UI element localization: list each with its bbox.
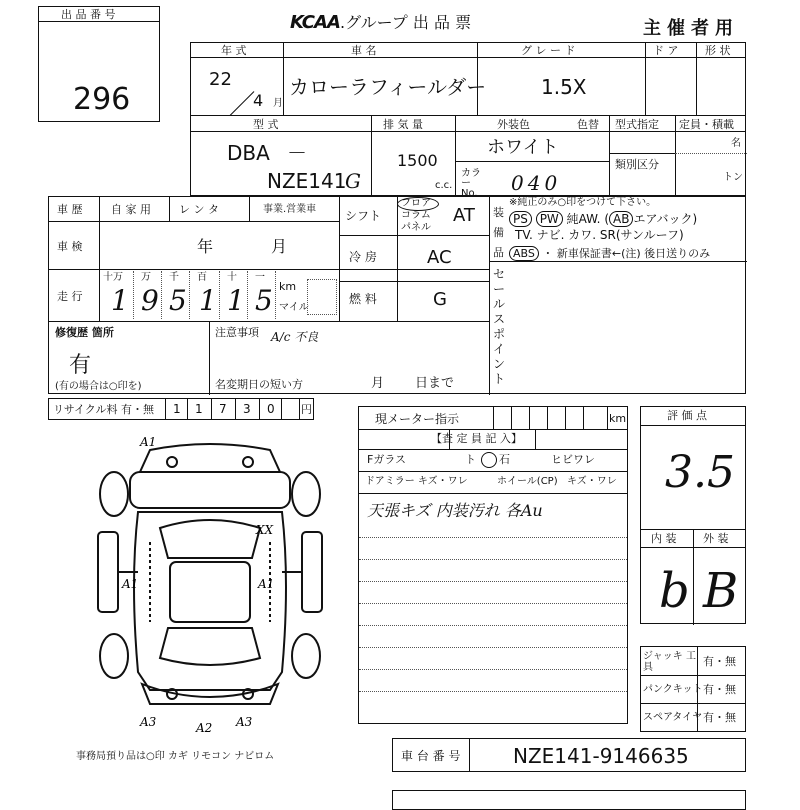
recycle-digit-1: 1 bbox=[173, 402, 181, 416]
shift-value: AT bbox=[453, 205, 475, 226]
name-change-month: 月 bbox=[371, 376, 385, 391]
cc-unit: c.c. bbox=[435, 180, 453, 191]
mileage-unit-1: 一 bbox=[255, 272, 265, 283]
pw-option: PW bbox=[536, 211, 563, 227]
model-suffix: G bbox=[345, 169, 361, 193]
ton-unit: トン bbox=[723, 172, 743, 183]
color-number: 040 bbox=[511, 171, 562, 195]
seats-unit: 名 bbox=[731, 138, 741, 149]
model-label: 型 式 bbox=[253, 118, 279, 131]
mileage-digit-2: 9 bbox=[141, 284, 159, 317]
month-unit: 月 bbox=[273, 98, 283, 109]
model-month: 4 bbox=[253, 91, 264, 110]
office-note: 事務局預り品は○印 カギ リモコン ナビロム bbox=[76, 751, 275, 762]
wheel-label: ホイール(CP) bbox=[497, 476, 558, 487]
overall-score: 3.5 bbox=[665, 447, 735, 498]
inspection-month: 月 bbox=[271, 237, 288, 256]
door-label: ド ア bbox=[653, 44, 679, 57]
recycle-digit-5: 0 bbox=[267, 402, 275, 416]
grade-panel bbox=[640, 406, 746, 624]
mileage-label: 走 行 bbox=[57, 290, 83, 303]
exterior-color: ホワイト bbox=[487, 137, 559, 158]
fuel-label: 燃 料 bbox=[349, 292, 377, 306]
damage-mark-front: A1 bbox=[140, 435, 157, 449]
mileage-unit-100: 百 bbox=[197, 272, 207, 283]
inspection-label: 車 検 bbox=[57, 240, 83, 253]
jack-label: ジャッキ 工 具 bbox=[643, 651, 696, 673]
name-label: 車 名 bbox=[351, 44, 377, 57]
color-number-label: カラー No. bbox=[461, 168, 481, 199]
tools-panel bbox=[640, 646, 746, 732]
damage-mark-left: A1 bbox=[122, 577, 139, 591]
damage-mark-rear: A2 bbox=[196, 721, 213, 732]
mileage-digit-6: 5 bbox=[255, 284, 273, 317]
recycle-fee-row bbox=[48, 398, 314, 420]
grade-label: グ レ ー ド bbox=[521, 44, 576, 57]
exterior-label: 外 装 bbox=[703, 532, 729, 545]
glass-option-3: ヒビワレ bbox=[551, 453, 595, 466]
shift-floor-circle bbox=[397, 197, 439, 211]
organizer-label: 主催者用 bbox=[643, 18, 739, 39]
mileage-digit-1: 1 bbox=[111, 284, 129, 317]
shift-floor: フロア bbox=[401, 198, 431, 209]
mileage-unit-10: 十 bbox=[227, 272, 237, 283]
chassis-number: NZE141-9146635 bbox=[513, 744, 689, 768]
warranty-option: ・ 新車保証書←(注) 後日送りのみ bbox=[542, 247, 711, 260]
exterior-color-label: 外装色 bbox=[497, 118, 530, 131]
repair-value: 有 bbox=[69, 353, 92, 378]
shape-label: 形 状 bbox=[705, 44, 731, 57]
interior-grade: b bbox=[659, 563, 690, 619]
equipment-note: ※純正のみ○印をつけて下さい。 bbox=[509, 197, 657, 208]
spare-tire-value: 有・無 bbox=[703, 711, 736, 724]
history-private: 自 家 用 bbox=[111, 203, 151, 216]
airbag-option: AB bbox=[609, 211, 633, 227]
shift-panel: パネル bbox=[401, 222, 431, 233]
meter-label: 現メーター指示 bbox=[375, 412, 460, 426]
displacement-label: 排 気 量 bbox=[383, 118, 423, 131]
glass-chip-circle bbox=[481, 452, 497, 468]
recycle-digit-4: 3 bbox=[243, 402, 251, 416]
chassis-label: 車 台 番 号 bbox=[401, 749, 461, 763]
lot-number: 296 bbox=[73, 82, 131, 117]
displacement: 1500 bbox=[397, 151, 438, 170]
damage-mark-xx: XX bbox=[256, 523, 274, 537]
damage-mark-rear-left: A3 bbox=[140, 715, 157, 729]
repair-label: 修復歴 箇所 bbox=[55, 326, 114, 339]
wheel-option: キズ・ワレ bbox=[567, 476, 617, 487]
mileage-digit-4: 1 bbox=[199, 284, 217, 317]
damage-mark-rear-right: A3 bbox=[236, 715, 253, 729]
year-label: 年 式 bbox=[221, 44, 247, 57]
name-change-day: 日まで bbox=[415, 376, 455, 391]
model-prefix: DBA bbox=[227, 141, 270, 165]
equipment-line-2: TV. ナビ. カワ. SR(サンルーフ) bbox=[515, 228, 684, 242]
ps-option: PS bbox=[509, 211, 532, 227]
caution-label: 注意事項 bbox=[215, 326, 259, 339]
capacity-label: 定員・積載 bbox=[679, 118, 734, 131]
mirror-label: ドアミラー キズ・ワレ bbox=[365, 476, 468, 487]
type-spec-label: 型式指定 bbox=[615, 118, 659, 131]
mileage-digit-3: 5 bbox=[169, 284, 187, 317]
ac-value: AC bbox=[427, 247, 452, 268]
grade: 1.5X bbox=[541, 75, 587, 99]
mileage-km-unit: km bbox=[279, 280, 297, 293]
mileage-unit-100k: 十万 bbox=[103, 272, 123, 283]
bottom-row bbox=[392, 790, 746, 810]
fuel-value: G bbox=[433, 289, 447, 310]
glass-option-1: ト bbox=[465, 453, 476, 466]
chassis-number-row bbox=[392, 738, 746, 772]
glass-label: Fガラス bbox=[367, 453, 406, 466]
inspector-note: 天張キズ 内装汚れ 各Au bbox=[367, 501, 543, 520]
shift-label: シフト bbox=[345, 209, 382, 223]
mileage-unit-1k: 千 bbox=[169, 272, 179, 283]
score-label: 評 価 点 bbox=[667, 409, 707, 422]
class-label: 類別区分 bbox=[615, 158, 659, 171]
caution-value: A/c 不良 bbox=[271, 330, 319, 344]
car-name: カローラフィールダー bbox=[289, 75, 487, 99]
repaint-label: 色替 bbox=[577, 118, 599, 131]
equipment-line-1: PS PW 純AW. ( AB エアバック) bbox=[509, 210, 697, 227]
ac-label: 冷 房 bbox=[349, 250, 377, 264]
exterior-grade: B bbox=[703, 563, 739, 619]
abs-option: ABS bbox=[509, 246, 539, 261]
meter-km-unit: km bbox=[609, 412, 627, 425]
interior-label: 内 装 bbox=[651, 532, 677, 545]
mileage-digit-5: 1 bbox=[227, 284, 245, 317]
sales-point-label: セールスポイント bbox=[493, 267, 506, 386]
sheet-title: .グループ 出 品 票 bbox=[340, 13, 472, 32]
car-info-block bbox=[190, 42, 746, 199]
puncture-kit-label: パンクキット bbox=[643, 684, 703, 695]
damage-mark-right: A1 bbox=[258, 577, 275, 591]
puncture-kit-value: 有・無 bbox=[703, 683, 736, 696]
history-label: 車 歴 bbox=[57, 203, 83, 216]
lot-number-box bbox=[38, 6, 160, 122]
mileage-mile-unit: マイル bbox=[279, 302, 309, 313]
logo: KCAA bbox=[290, 12, 340, 33]
recycle-digit-3: 7 bbox=[219, 402, 227, 416]
shift-column: コラム bbox=[401, 210, 431, 221]
jack-value: 有・無 bbox=[703, 655, 736, 668]
inspector-panel bbox=[358, 406, 628, 724]
model-year: 22 bbox=[209, 69, 232, 90]
name-change-label: 名変期日の短い方 bbox=[215, 378, 303, 391]
recycle-unit: 円 bbox=[301, 403, 312, 416]
model-dash: － bbox=[287, 141, 307, 165]
recycle-digit-2: 1 bbox=[195, 402, 203, 416]
equipment-line-3 bbox=[509, 245, 710, 261]
inspector-entry-label: 【査 定 員 記 入】 bbox=[431, 432, 522, 445]
history-business: 事業.営業車 bbox=[263, 204, 317, 215]
airbag-text: エアバック) bbox=[633, 212, 698, 226]
model-code: NZE141 bbox=[267, 169, 347, 193]
repair-note: (有の場合は○印を) bbox=[55, 381, 142, 392]
equipment-label: 装備品 bbox=[493, 206, 504, 259]
glass-option-2: 石 bbox=[499, 453, 510, 466]
inspection-year: 年 bbox=[197, 237, 214, 256]
car-damage-diagram bbox=[90, 432, 330, 732]
recycle-label: リサイクル料 有・無 bbox=[53, 403, 154, 416]
history-rental: レ ン タ bbox=[179, 203, 219, 216]
vehicle-detail-block bbox=[48, 196, 746, 394]
alloy-wheel-option: 純AW. bbox=[566, 212, 601, 226]
mileage-unit-10k: 万 bbox=[141, 272, 151, 283]
spare-tire-label: スペアタイヤ bbox=[643, 712, 703, 723]
lot-number-label: 出 品 番 号 bbox=[61, 8, 116, 21]
